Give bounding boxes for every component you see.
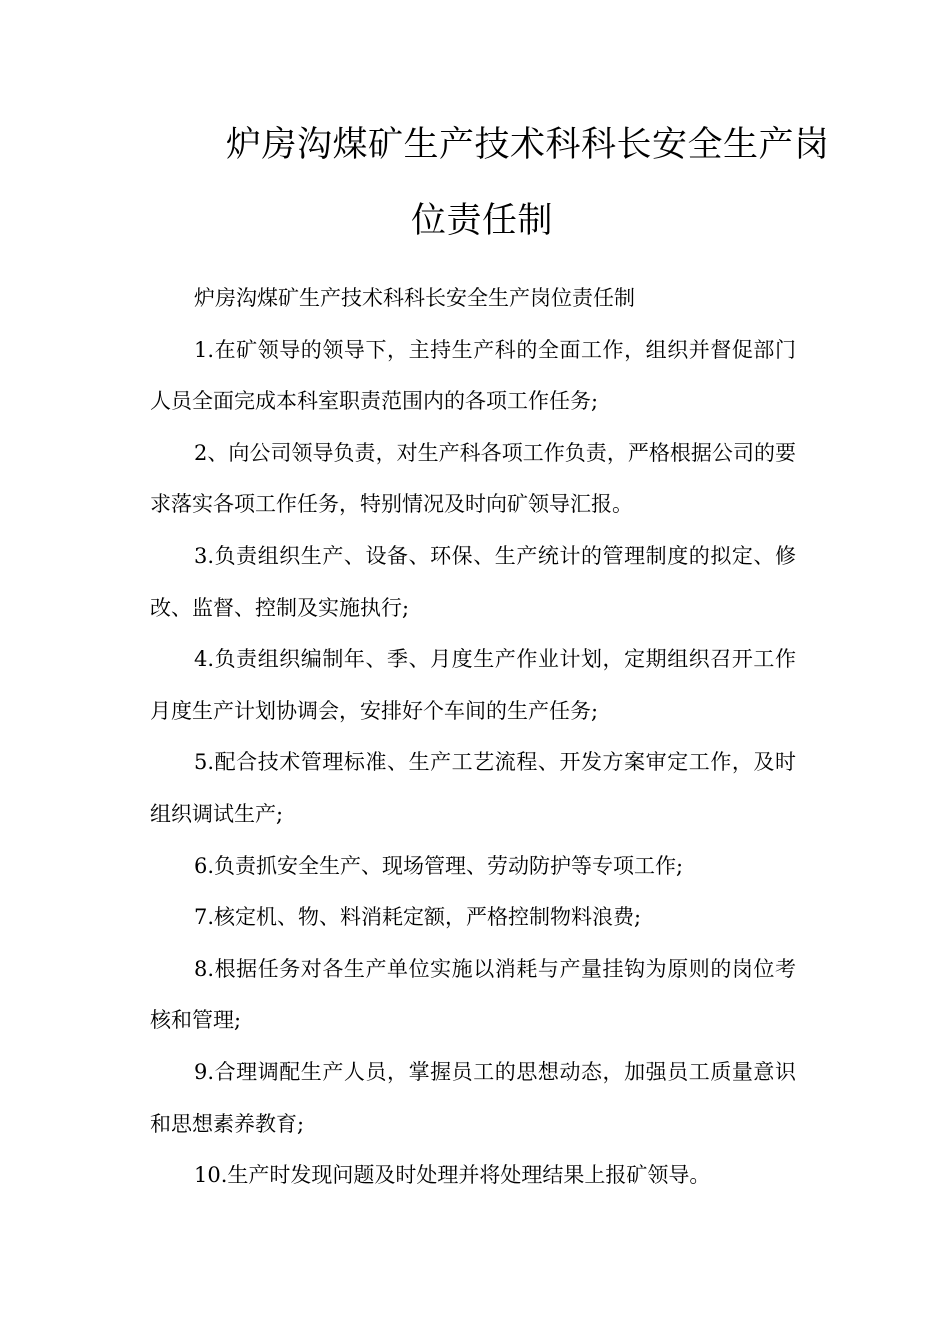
document-body	[150, 273, 796, 1202]
paragraph-item-5: 5.配合技术管理标准、生产工艺流程、开发方案审定工作，及时组织调试生产;	[150, 750, 796, 826]
paragraph-item-4: 4.负责组织编制年、季、月度生产作业计划，定期组织召开工作月度生产计划协调会，安排好个车间的生产任务;	[150, 647, 796, 723]
paragraph-item-9: 9.合理调配生产人员，掌握员工的思想动态，加强员工质量意识和思想素养教育;	[150, 1059, 796, 1136]
paragraph-item-10: 10.生产时发现问题及时处理并将处理结果上报矿领导。	[194, 1163, 711, 1188]
paragraph-item-8: 8.根据任务对各生产单位实施以消耗与产量挂钩为原则的岗位考核和管理;	[150, 956, 796, 1033]
paragraph-heading: 炉房沟煤矿生产技术科科长安全生产岗位责任制	[194, 286, 635, 310]
paragraph-item-1: 1.在矿领导的领导下，主持生产科的全面工作，组织并督促部门人员全面完成本科室职责范围内的各项工作任务;	[150, 337, 796, 414]
paragraph-item-7: 7.核定机、物、料消耗定额，严格控制物料浪费;	[194, 905, 642, 930]
paragraph-item-2: 2、向公司领导负责，对生产科各项工作负责，严格根据公司的要求落实各项工作任务，特别情况及时向矿领导汇报。	[150, 440, 796, 517]
paragraph-item-3: 3.负责组织生产、设备、环保、生产统计的管理制度的拟定、修改、监督、控制及实施执行;	[150, 543, 796, 620]
document-title-line-2: 位责任制	[411, 201, 554, 241]
paragraph-item-6: 6.负责抓安全生产、现场管理、劳动防护等专项工作;	[194, 853, 684, 878]
document-title-line-1: 炉房沟煤矿生产技术科科长安全生产岗	[226, 125, 830, 165]
